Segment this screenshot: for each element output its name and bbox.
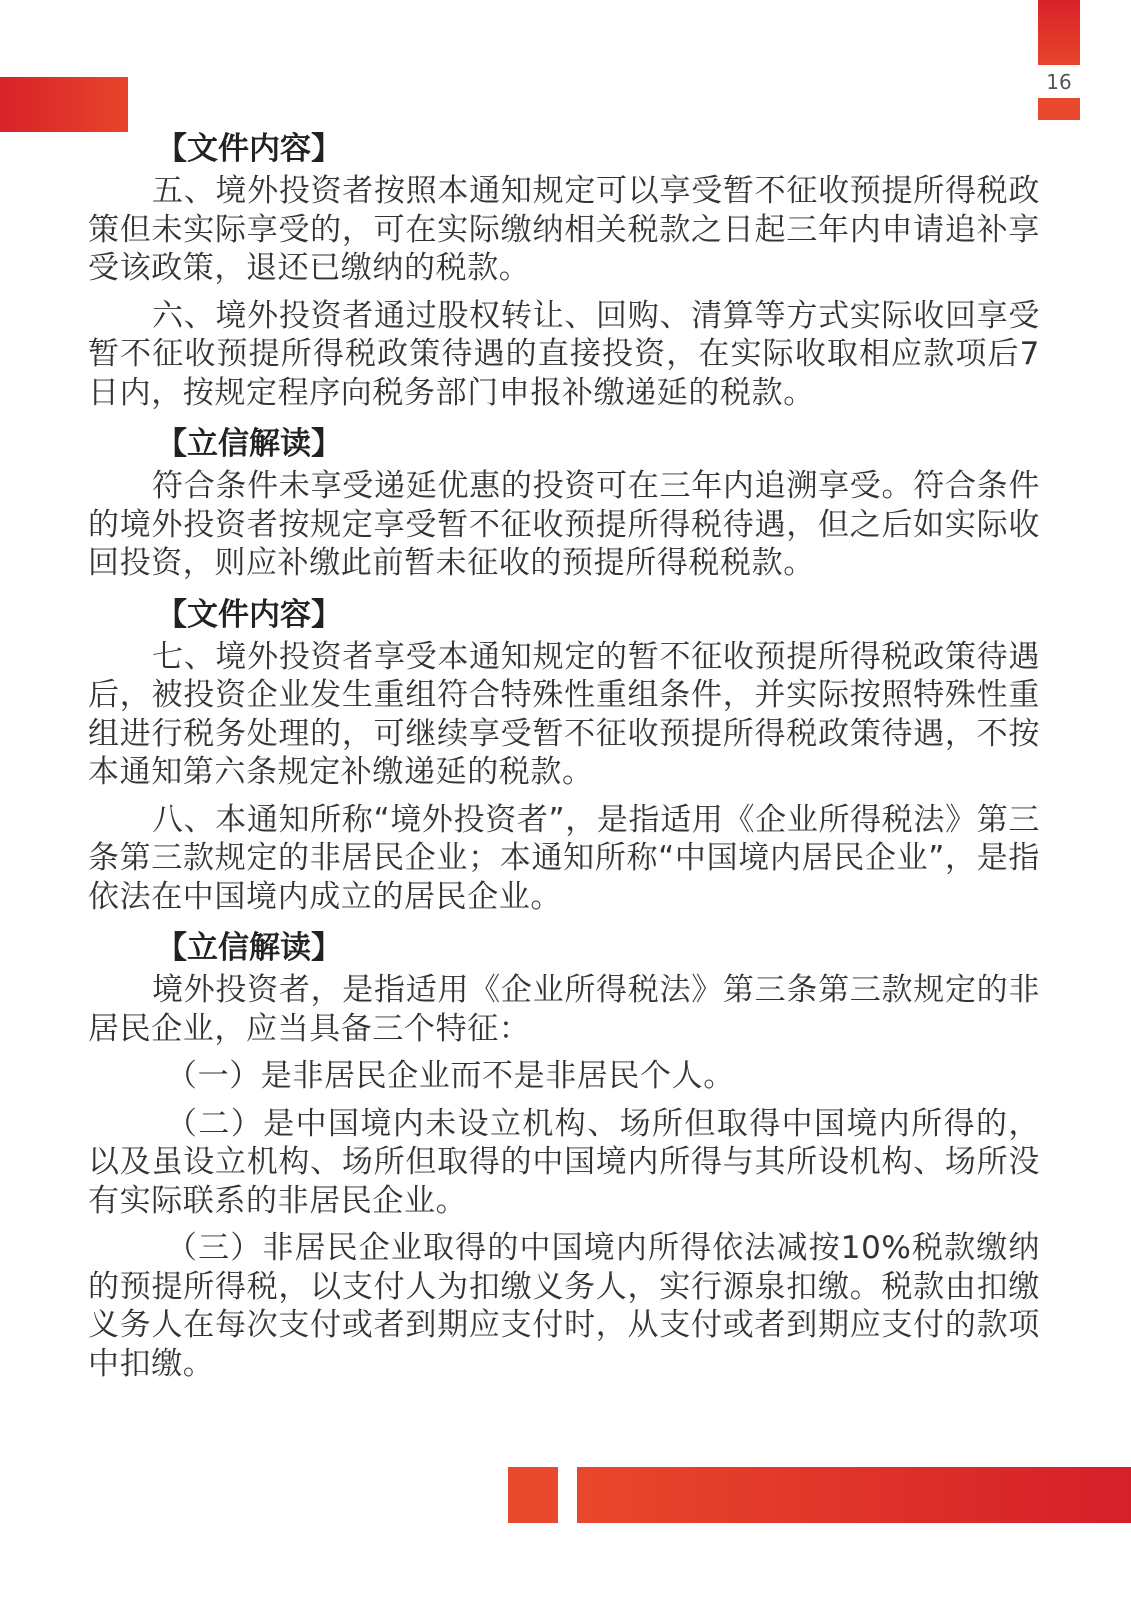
decorative-bar-bottom [577,1467,1131,1523]
section-heading: 【文件内容】 [156,596,342,633]
paragraph: 境外投资者，是指适用《企业所得税法》第三条第三款规定的非居民企业，应当具备三个特征： [88,972,1040,1047]
section-heading: 【立信解读】 [156,930,342,966]
list-item: （三）非居民企业取得的中国境内所得依法减按10%税款缴纳的预提所得税，以支付人为扣缴义务人，实行源泉扣缴。税款由扣缴义务人在每次支付或者到期应支付时，从支付或者到期应支付的款项中扣缴。 [88,1230,1040,1382]
section-heading: 【文件内容】 [156,131,342,167]
paragraph: 七、境外投资者享受本通知规定的暂不征收预提所得税政策待遇后，被投资企业发生重组符合特殊性重组条件，并实际按照特殊性重组进行税务处理的，可继续享受暂不征收预提所得税政策待遇，不按本通知第六条规定补缴递延的税款。 [88,638,1040,790]
decorative-bar-top-right [1038,0,1080,65]
decorative-bar-left [0,77,128,132]
decorative-block-bottom [508,1467,558,1523]
page-number: 16 [1046,70,1072,94]
list-item: （一）是非居民企业而不是非居民个人。 [166,1058,735,1094]
list-item: （二）是中国境内未设立机构、场所但取得中国境内所得的，以及虽设立机构、场所但取得的中国境内所得与其所设机构、场所没有实际联系的非居民企业。 [88,1105,1040,1219]
paragraph: 八、本通知所称“境外投资者”，是指适用《企业所得税法》第三条第三款规定的非居民企业；本通知所称“中国境内居民企业”，是指依法在中国境内成立的居民企业。 [88,801,1040,915]
decorative-block-top-right [1038,98,1080,120]
paragraph: 符合条件未享受递延优惠的投资可在三年内追溯享受。符合条件的境外投资者按规定享受暂不征收预提所得税待遇，但之后如实际收回投资，则应补缴此前暂未征收的预提所得税税款。 [88,468,1040,581]
document-body [88,126,1040,1392]
section-heading: 【立信解读】 [156,426,342,462]
paragraph: 六、境外投资者通过股权转让、回购、清算等方式实际收回享受暂不征收预提所得税政策待遇的直接投资，在实际收取相应款项后7日内，按规定程序向税务部门申报补缴递延的税款。 [88,297,1040,411]
paragraph: 五、境外投资者按照本通知规定可以享受暂不征收预提所得税政策但未实际享受的，可在实际缴纳相关税款之日起三年内申请追补享受该政策，退还已缴纳的税款。 [88,173,1040,286]
